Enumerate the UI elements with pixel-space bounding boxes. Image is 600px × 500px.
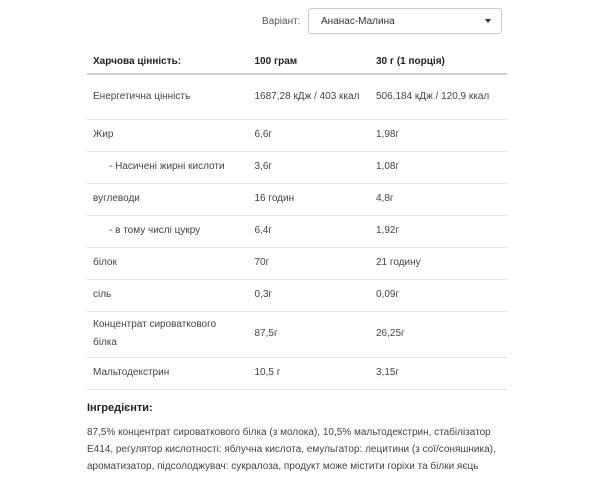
row-name: Концентрат сироваткового білка <box>87 311 249 357</box>
row-per-100g: 16 годин <box>249 183 371 215</box>
ingredients-text: 87,5% концентрат сироваткового білка (з молока), 10,5% мальтодекстрин, стабілізатор E414, регулятор кислотності: яблучна кислота, емульгатор: лецитини (з сої/соняшника), ароматизатор, підсолоджувач: сукралоза, продукт може містити горіхи та білки яєць <box>87 427 496 472</box>
row-name: - в тому числі цукру <box>87 215 249 247</box>
row-per-serving: 506,184 кДж / 120,9 ккал <box>370 74 507 119</box>
row-name: Енергетична цінність <box>87 74 249 119</box>
table-row <box>87 357 507 389</box>
header-nutrition: Харчова цінність: <box>87 49 249 74</box>
row-name: білок <box>87 247 249 279</box>
row-per-100g: 70г <box>249 247 371 279</box>
table-row <box>87 311 507 357</box>
row-per-100g: 1687,28 кДж / 403 ккал <box>249 74 371 119</box>
row-per-serving: 1,92г <box>370 215 507 247</box>
table-header-row <box>87 49 507 74</box>
row-per-serving: 1,08г <box>370 151 507 183</box>
row-name: вуглеводи <box>87 183 249 215</box>
table-row <box>87 247 507 279</box>
ingredients-section <box>87 402 517 475</box>
table-row <box>87 279 507 311</box>
nutrition-table <box>87 49 507 390</box>
row-per-serving: 4,8г <box>370 183 507 215</box>
variant-selector-row <box>262 8 502 34</box>
variant-selected-value: Ананас-Малина <box>321 15 395 27</box>
row-per-100g: 0,3г <box>249 279 371 311</box>
row-name: сіль <box>87 279 249 311</box>
table-row <box>87 74 507 119</box>
table-row <box>87 151 507 183</box>
row-per-serving: 3,15г <box>370 357 507 389</box>
row-per-serving: 21 годину <box>370 247 507 279</box>
ingredients-title: Інгредієнти: <box>87 402 153 414</box>
table-row <box>87 183 507 215</box>
row-name: Жир <box>87 119 249 151</box>
table-row <box>87 215 507 247</box>
row-per-serving: 26,25г <box>370 311 507 357</box>
row-name: Мальтодекстрин <box>87 357 249 389</box>
chevron-down-icon <box>485 19 491 23</box>
table-row <box>87 119 507 151</box>
row-per-100g: 10,5 г <box>249 357 371 389</box>
row-per-serving: 1,98г <box>370 119 507 151</box>
row-per-100g: 6,6г <box>249 119 371 151</box>
variant-select[interactable] <box>308 8 502 34</box>
row-per-serving: 0,09г <box>370 279 507 311</box>
header-per-serving: 30 г (1 порція) <box>370 49 507 74</box>
row-per-100g: 3,6г <box>249 151 371 183</box>
variant-label: Варіант: <box>262 15 301 27</box>
row-per-100g: 87,5г <box>249 311 371 357</box>
row-per-100g: 6,4г <box>249 215 371 247</box>
row-name: - Насичені жирні кислоти <box>87 151 249 183</box>
header-per-100g: 100 грам <box>249 49 371 74</box>
